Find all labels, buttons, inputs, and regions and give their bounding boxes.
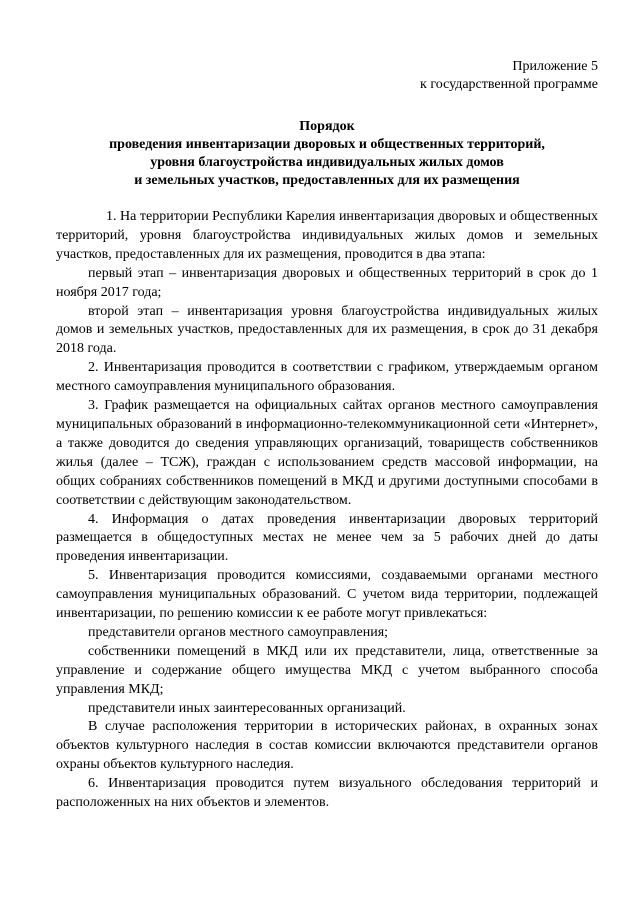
annex-reference: к государственной программе — [420, 77, 598, 92]
paragraph-11: В случае расположения территории в исторических районах, в охранных зонах объектов культурного наследия в состав комиссии включаются представители органов охраны объектов культурного наследия. — [56, 719, 598, 773]
paragraph-4: 2. Инвентаризация проводится в соответствии с графиком, утверждаемым органом местного самоуправления муниципального образования. — [56, 360, 598, 395]
paragraph-6: 4. Информация о датах проведения инвентаризации дворовых территорий размещается в общедоступных местах не менее чем за 5 рабочих дней до даты проведения инвентаризации. — [56, 511, 598, 565]
title-line-2: проведения инвентаризации дворовых и общественных территорий, — [109, 137, 545, 152]
title-line-4: и земельных участков, предоставленных для их размещения — [134, 173, 520, 188]
title-line-3: уровня благоустройства индивидуальных жилых домов — [150, 155, 504, 170]
document-body — [56, 208, 598, 813]
paragraph-8: представители органов местного самоуправления; — [88, 624, 389, 640]
document-page — [56, 58, 598, 813]
annex-number: Приложение 5 — [512, 59, 598, 74]
paragraph-3: второй этап – инвентаризация уровня благоустройства индивидуальных жилых домов и земельных участков, предоставленных для их размещения, в срок до 31 декабря 2018 года. — [56, 303, 598, 357]
paragraph-10: представители иных заинтересованных организаций. — [88, 700, 406, 716]
annex-header — [56, 58, 598, 94]
title-line-1: Порядок — [299, 119, 355, 134]
paragraph-2: первый этап – инвентаризация дворовых и общественных территорий в срок до 1 ноября 2017 года; — [56, 265, 598, 300]
document-title — [56, 118, 598, 190]
paragraph-9: собственники помещений в МКД или их представители, лица, ответственные за управление и содержание общего имущества МКД с учетом выбранного способа управления МКД; — [56, 643, 598, 697]
paragraph-12: 6. Инвентаризация проводится путем визуального обследования территорий и расположенных на них объектов и элементов. — [56, 776, 598, 811]
paragraph-5: 3. График размещается на официальных сайтах органов местного самоуправления муниципальных образований в информационно-телекоммуникационной сети «Интернет», а также доводится до сведения управляющих организаций, товариществ собственников жилья (далее – ТСЖ), граждан с использованием средств массовой информации, на общих собраниях собственников помещений в МКД и другими доступными способами в соответствии с действующим законодательством. — [56, 398, 598, 508]
paragraph-1: 1. На территории Республики Карелия инвентаризация дворовых и общественных территорий, уровня благоустройства индивидуальных жилых домов и земельных участков, предоставленных для их размещения, проводится в два этапа: — [56, 209, 598, 262]
paragraph-7: 5. Инвентаризация проводится комиссиями, создаваемыми органами местного самоуправления муниципальных образований. С учетом вида территории, подлежащей инвентаризации, по решению комиссии к ее работе могут привлекаться: — [56, 568, 598, 622]
